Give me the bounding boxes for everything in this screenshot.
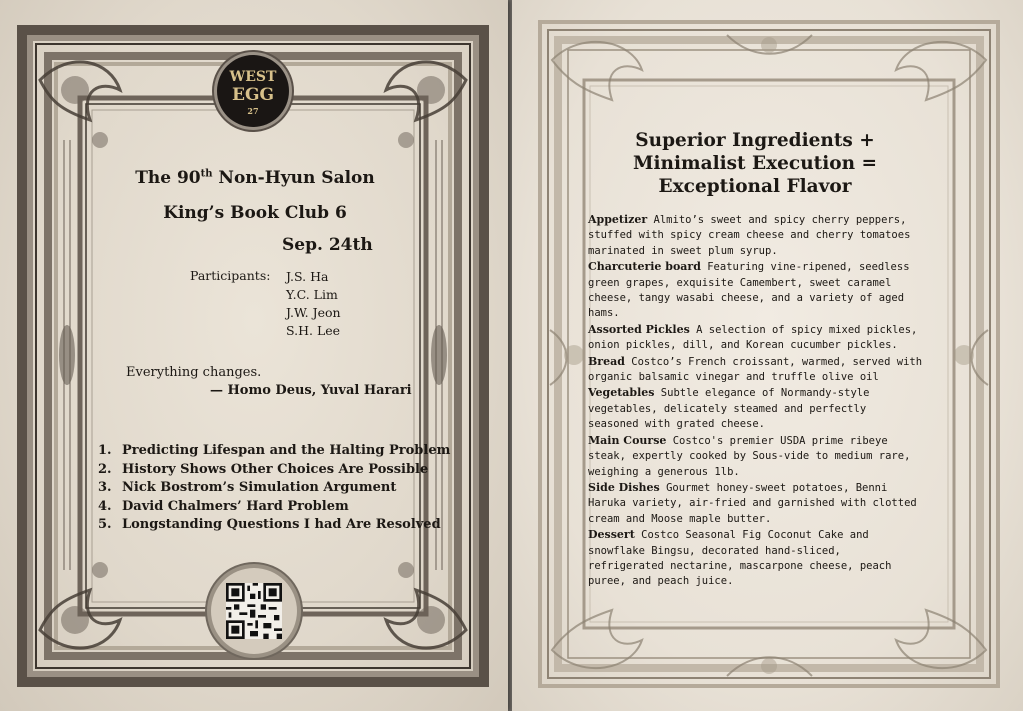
salon-title: The 90th Non-Hyun Salon (135, 168, 375, 188)
participant: S.H. Lee (286, 323, 341, 338)
menu-item: Charcuterie board Featuring vine-ripened, seedless green grapes, exquisite Camembert, sweet caramel cheese, tangy wasabi cheese, and a variety of aged hams. (588, 260, 910, 320)
participant: J.W. Jeon (286, 305, 341, 320)
qr-code-icon (226, 583, 282, 639)
logo-line3: 27 (247, 106, 259, 116)
participant: J.S. Ha (286, 269, 329, 284)
menu-heading (600, 129, 910, 198)
participants-label: Participants: (190, 268, 271, 283)
topic-list (98, 442, 450, 535)
topic-item: 4. David Chalmers’ Hard Problem (98, 498, 349, 514)
salon-date: Sep. 24th (282, 235, 373, 255)
menu-item: Vegetables Subtle elegance of Normandy-style vegetables, delicately steamed and perfectly seasoned with grated cheese. (588, 386, 870, 431)
quote-text: Everything changes. (126, 365, 262, 380)
west-egg-logo-icon (217, 55, 289, 127)
topic-item: 3. Nick Bostrom’s Simulation Argument (98, 480, 397, 495)
topic-item: 2. History Shows Other Choices Are Possible (98, 461, 429, 477)
quote-attribution: — Homo Deus, Yuval Harari (210, 383, 412, 398)
topic-item: 5. Longstanding Questions I had Are Resolved (98, 517, 441, 532)
heading-line: Exceptional Flavor (658, 176, 852, 197)
menu-list (588, 212, 923, 590)
club-title: King’s Book Club 6 (163, 203, 347, 223)
menu-item: Appetizer Almito’s sweet and spicy cherry peppers, stuffed with spicy cream cheese and cherry tomatoes marinated in sweet plum syrup. (588, 213, 911, 257)
menu-item: Assorted Pickles A selection of spicy mixed pickles, onion pickles, dill, and Korean cucumber pickles. (588, 322, 918, 352)
heading-line: Superior Ingredients + (635, 130, 875, 151)
menu-item: Side Dishes Gourmet honey-sweet potatoes, Benni Haruka variety, air-fried and garnished with clotted cream and Moose maple butter. (588, 480, 917, 525)
topic-item: 1. Predicting Lifespan and the Halting Problem (98, 443, 451, 458)
qr-code-badge (211, 568, 297, 654)
logo-line2: EGG (232, 85, 274, 105)
participant: Y.C. Lim (286, 287, 338, 302)
menu-item: Bread Costco’s French croissant, warmed, served with organic balsamic vinegar and truffle olive oil (588, 354, 923, 384)
logo-line1: WEST (229, 69, 277, 85)
salon-invitation-card (0, 0, 508, 711)
participants-list (286, 268, 341, 340)
heading-line: Minimalist Execution = (633, 153, 877, 174)
menu-item: Dessert Costco Seasonal Fig Coconut Cake and snowflake Bingsu, decorated hand-sliced, refrigerated nectarine, mascarpone cheese, peach puree, and peach juice. (588, 528, 892, 588)
menu-item: Main Course Costco's premier USDA prime ribeye steak, expertly cooked by Sous-vide to medium rare, weighing a generous 1lb. (588, 433, 911, 478)
